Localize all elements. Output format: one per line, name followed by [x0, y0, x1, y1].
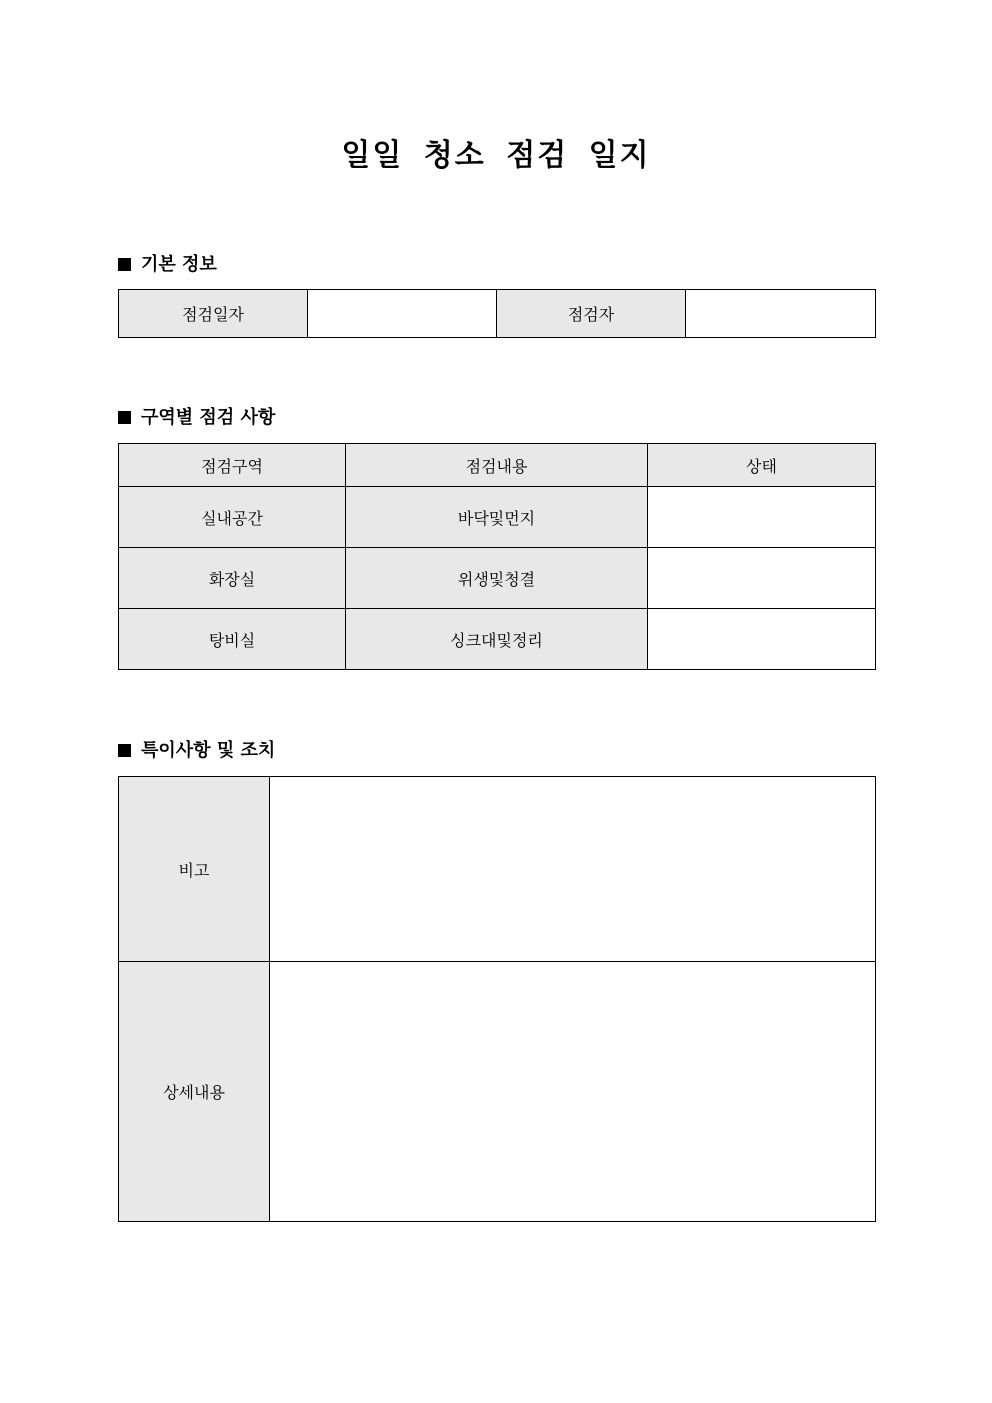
content-cell: 바닥및먼지 [346, 487, 648, 548]
square-bullet-icon [118, 258, 131, 271]
section-heading-basic-info [118, 253, 217, 277]
details-field[interactable] [270, 962, 876, 1222]
column-header-status: 상태 [648, 444, 876, 487]
area-inspection-table [118, 443, 876, 670]
column-header-area: 점검구역 [119, 444, 346, 487]
column-header-content: 점검내용 [346, 444, 648, 487]
status-field[interactable] [648, 548, 876, 609]
table-row [119, 548, 876, 609]
section-heading-label: 구역별 점검 사항 [141, 407, 276, 428]
details-label: 상세내용 [119, 962, 270, 1222]
special-notes-table [118, 776, 876, 1222]
inspection-date-field[interactable] [308, 290, 497, 338]
remarks-label: 비고 [119, 777, 270, 962]
inspector-label: 점검자 [497, 290, 686, 338]
table-row [119, 487, 876, 548]
section-heading-label: 기본 정보 [141, 254, 217, 275]
table-header-row [119, 444, 876, 487]
content-cell: 위생및청결 [346, 548, 648, 609]
status-field[interactable] [648, 609, 876, 670]
inspector-field[interactable] [686, 290, 876, 338]
square-bullet-icon [118, 411, 131, 424]
table-row [119, 962, 876, 1222]
remarks-field[interactable] [270, 777, 876, 962]
table-row [119, 290, 876, 338]
section-heading-area-inspection [118, 406, 275, 430]
area-cell: 실내공간 [119, 487, 346, 548]
inspection-date-label: 점검일자 [119, 290, 308, 338]
section-heading-special-notes [118, 739, 275, 763]
area-cell: 화장실 [119, 548, 346, 609]
section-heading-label: 특이사항 및 조치 [141, 740, 276, 761]
status-field[interactable] [648, 487, 876, 548]
area-cell: 탕비실 [119, 609, 346, 670]
content-cell: 싱크대및정리 [346, 609, 648, 670]
basic-info-table [118, 289, 876, 338]
table-row [119, 609, 876, 670]
table-row [119, 777, 876, 962]
square-bullet-icon [118, 744, 131, 757]
page-title: 일일 청소 점검 일지 [341, 138, 651, 173]
